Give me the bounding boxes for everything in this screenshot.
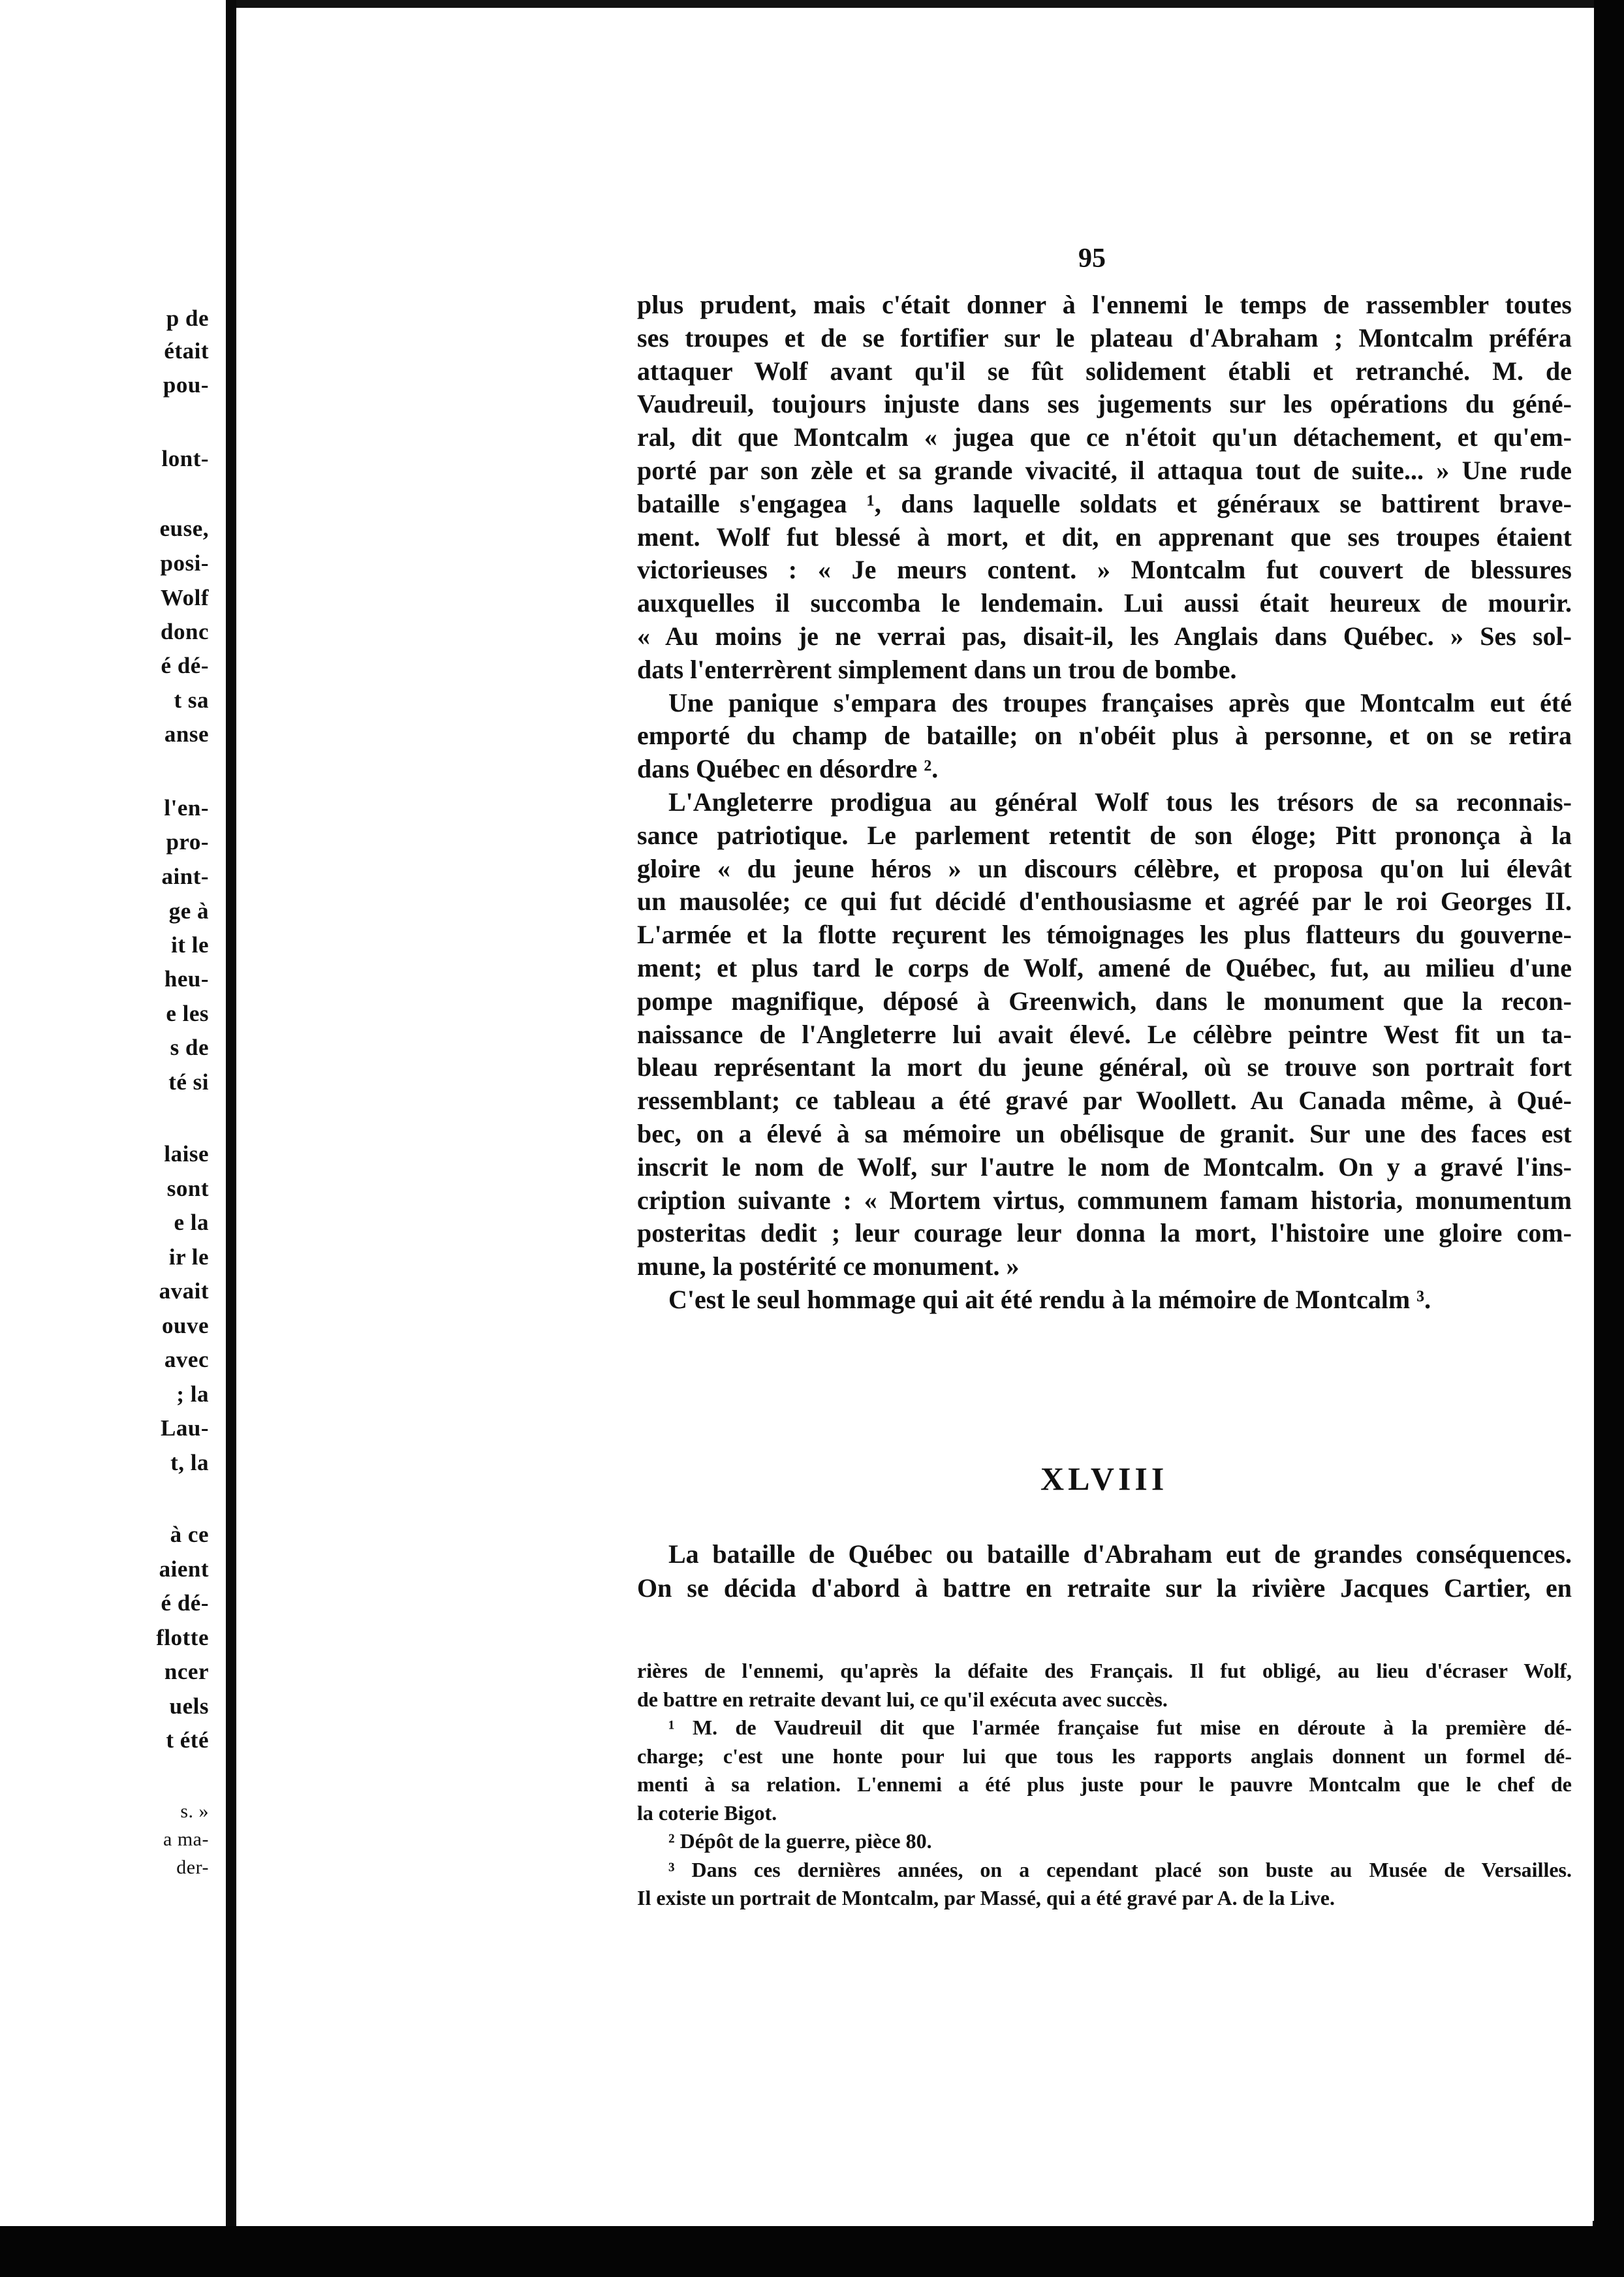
paragraph-line: Une panique s'empara des troupes françaises après que Montcalm eut été [668, 688, 1572, 717]
left-page-fragment: avec [164, 1347, 209, 1372]
paragraph-line: mune, la postérité ce monument. » [637, 1251, 1020, 1281]
paragraph-line: naissance de l'Angleterre lui avait élevé. Le célèbre peintre West fit un ta- [637, 1020, 1572, 1049]
left-page-fragment: laise [164, 1141, 209, 1167]
left-page-fragment: p de [166, 306, 209, 331]
left-page-fragment: t sa [174, 687, 209, 713]
paragraph-line: ses troupes et de se fortifier sur le plateau d'Abraham ; Montcalm préféra [637, 323, 1572, 353]
left-page-fragment: ; la [176, 1381, 209, 1407]
paragraph-line: porté par son zèle et sa grande vivacité, il attaqua tout de suite... » Une rude [637, 456, 1572, 485]
paragraph-line: bleau représentant la mort du jeune général, où se trouve son portrait fort [637, 1052, 1572, 1082]
left-page-fragment: pro- [166, 829, 209, 855]
paragraph-line: L'armée et la flotte reçurent les témoignages les plus flatteurs du gouverne- [637, 920, 1572, 949]
left-page-fragment: posi- [160, 550, 209, 576]
previous-page-fragment [0, 0, 226, 2226]
left-page-fragment: aient [159, 1556, 209, 1582]
paragraph-line: attaquer Wolf avant qu'il se fût solidement établi et retranché. M. de [637, 356, 1572, 386]
footnote-line: ² Dépôt de la guerre, pièce 80. [668, 1829, 932, 1853]
footnote-line: charge; c'est une honte pour lui que tous les rapports anglais donnent un formel dé- [637, 1744, 1572, 1768]
paragraph-line: dats l'enterrèrent simplement dans un trou de bombe. [637, 655, 1237, 684]
footnote-line: ¹ M. de Vaudreuil dit que l'armée française fut mise en déroute à la première dé- [668, 1716, 1572, 1739]
left-page-fragment: était [164, 338, 209, 364]
paragraph-line: gloire « du jeune héros » un discours célèbre, et proposa qu'on lui élevât [637, 854, 1572, 883]
footnote-line: ³ Dans ces dernières années, on a cependant placé son buste au Musée de Versailles. [668, 1858, 1572, 1881]
footnote-line: de battre en retraite devant lui, ce qu'il exécuta avec succès. [637, 1688, 1168, 1711]
left-page-fragment: it le [171, 932, 209, 958]
footnote-line: la coterie Bigot. [637, 1801, 777, 1825]
paragraph-line: plus prudent, mais c'était donner à l'ennemi le temps de rassembler toutes [637, 290, 1572, 319]
left-page-fragment: sont [166, 1176, 209, 1201]
left-page-fragment: t, la [170, 1450, 209, 1475]
left-page-fragment: aint- [161, 864, 209, 889]
paragraph-line: posteritas dedit ; leur courage leur donna la mort, l'histoire une gloire com- [637, 1218, 1572, 1248]
left-page-fragment: s. » [180, 1800, 209, 1822]
left-page-fragment: e les [166, 1001, 209, 1026]
paragraph-line: ment; et plus tard le corps de Wolf, amené de Québec, fut, au milieu d'une [637, 953, 1572, 982]
footnote-line: rières de l'ennemi, qu'après la défaite des Français. Il fut obligé, au lieu d'écraser Wolf, [637, 1659, 1572, 1682]
left-page-fragment: à ce [170, 1522, 209, 1547]
paragraph-line: ressemblant; ce tableau a été gravé par Woollett. Au Canada même, à Qué- [637, 1086, 1572, 1115]
left-page-fragment: t été [166, 1727, 209, 1753]
paragraph-line: « Au moins je ne verrai pas, disait-il, les Anglais dans Québec. » Ses sol- [637, 621, 1572, 651]
section-title: XLVIII [1040, 1460, 1168, 1497]
paragraph-line: bataille s'engagea ¹, dans laquelle soldats et généraux se battirent brave- [637, 489, 1572, 518]
footnote-line: Il existe un portrait de Montcalm, par Massé, qui a été gravé par A. de la Live. [637, 1886, 1335, 1909]
paragraph-line: bec, on a élevé à sa mémoire un obélisque de granit. Sur une des faces est [637, 1119, 1572, 1148]
left-page-fragment: e la [174, 1210, 209, 1235]
paragraph-line: ment. Wolf fut blessé à mort, et dit, en apprenant que ses troupes étaient [637, 522, 1572, 552]
left-page-fragment: donc [161, 619, 209, 644]
paragraph-line: victorieuses : « Je meurs content. » Montcalm fut couvert de blessures [637, 555, 1572, 584]
left-page-fragment: ncer [164, 1659, 209, 1684]
paragraph-line: pompe magnifique, déposé à Greenwich, dans le monument que la recon- [637, 986, 1572, 1016]
left-page-fragment: heu- [164, 966, 209, 992]
left-page-fragment: é dé- [161, 653, 209, 678]
left-page-fragment: ge à [168, 898, 209, 924]
left-page-fragment: a ma- [163, 1829, 209, 1850]
paragraph-line: L'Angleterre prodigua au général Wolf tous les trésors de sa reconnais- [668, 787, 1572, 817]
section-line: La bataille de Québec ou bataille d'Abraham eut de grandes conséquences. [668, 1539, 1572, 1569]
left-page-fragment: ouve [162, 1313, 209, 1338]
left-page-text-fragments [0, 0, 209, 2226]
left-page-fragment: flotte [156, 1625, 209, 1650]
paragraph-line: dans Québec en désordre ². [637, 754, 939, 783]
section-line: On se décida d'abord à battre en retraite sur la rivière Jacques Cartier, en [637, 1573, 1572, 1603]
paragraph-line: Vaudreuil, toujours injuste dans ses jugements sur les opérations du géné- [637, 389, 1572, 418]
left-page-fragment: pou- [163, 372, 209, 398]
left-page-fragment: uels [169, 1693, 209, 1719]
paragraph-line: inscrit le nom de Wolf, sur l'autre le nom de Montcalm. On y a gravé l'ins- [637, 1152, 1572, 1182]
footnote-line: menti à sa relation. L'ennemi a été plus juste pour le pauvre Montcalm que le chef de [637, 1772, 1572, 1796]
left-page-fragment: avait [159, 1278, 209, 1304]
page-number: 95 [1078, 243, 1106, 274]
paragraph-line: un mausolée; ce qui fut décidé d'enthousiasme et agréé par le roi Georges II. [637, 887, 1572, 916]
left-page-fragment: ir le [168, 1244, 209, 1270]
paragraph-line: sance patriotique. Le parlement retentit de son éloge; Pitt prononça à la [637, 821, 1572, 850]
left-page-fragment: l'en- [164, 795, 209, 821]
book-page [236, 8, 1594, 2221]
left-page-fragment: lont- [161, 446, 209, 471]
paragraph-line: emporté du champ de bataille; on n'obéit plus à personne, et on se retira [637, 721, 1572, 750]
paragraph-line: C'est le seul hommage qui ait été rendu à la mémoire de Montcalm ³. [668, 1285, 1431, 1314]
left-page-fragment: é dé- [161, 1590, 209, 1616]
paragraph-line: ral, dit que Montcalm « jugea que ce n'étoit qu'un détachement, et qu'em- [637, 422, 1572, 452]
left-page-fragment: Wolf [161, 585, 209, 610]
left-page-fragment: Lau- [161, 1415, 209, 1441]
left-page-fragment: anse [164, 721, 209, 747]
left-page-fragment: té si [168, 1069, 209, 1095]
left-page-fragment: s de [170, 1035, 209, 1060]
left-page-fragment: der- [176, 1857, 209, 1878]
left-page-fragment: euse, [159, 516, 209, 541]
paragraph-line: auxquelles il succomba le lendemain. Lui aussi était heureux de mourir. [637, 588, 1572, 618]
paragraph-line: cription suivante : « Mortem virtus, communem famam historia, monumentum [637, 1186, 1572, 1215]
